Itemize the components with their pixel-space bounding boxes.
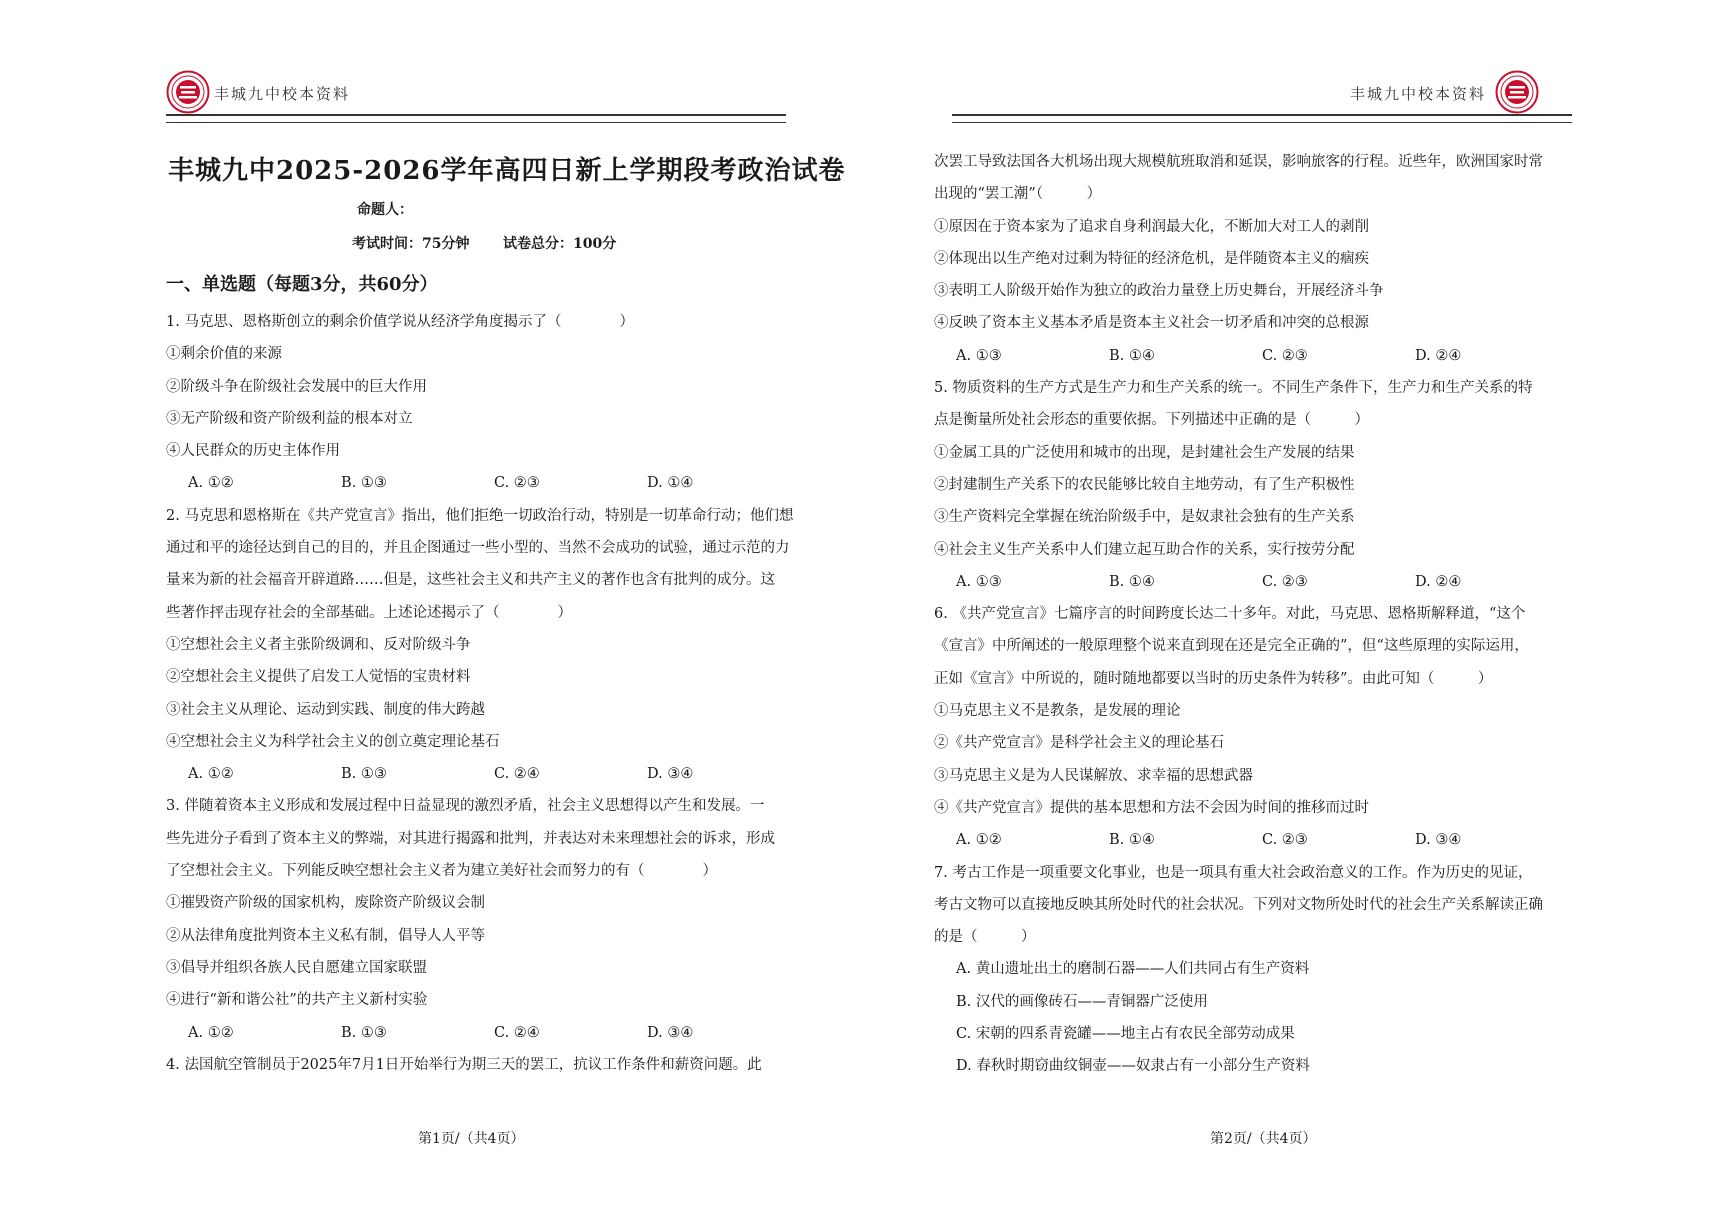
question-stem: 出现的“罢工潮”（ ） xyxy=(934,186,1102,203)
question-stem: 考古文物可以直接地反映其所处时代的社会状况。下列对文物所处时代的社会生产关系解读正确 xyxy=(934,896,1543,913)
exam-total-score: 试卷总分：100分 xyxy=(503,236,617,252)
page-number: 第2页/（共4页） xyxy=(1210,1131,1317,1147)
statement-item: ③无产阶级和资产阶级利益的根本对立 xyxy=(166,410,413,427)
option-d: D. 春秋时期窃曲纹铜壶——奴隶占有一小部分生产资料 xyxy=(956,1058,1310,1075)
question-stem: 通过和平的途径达到自己的目的，并且企图通过一些小型的、当然不会成功的试验，通过示范的力 xyxy=(166,540,790,557)
option-c: C. 宋朝的四系青瓷罐——地主占有农民全部劳动成果 xyxy=(956,1026,1295,1043)
option-c: C. ②③ xyxy=(1262,573,1308,590)
answer-options xyxy=(166,1017,826,1049)
option-a: A. ①② xyxy=(188,766,234,783)
exam-title: 丰城九中2025-2026学年高四日新上学期段考政治试卷 xyxy=(168,156,846,186)
statement-item: ④《共产党宣言》提供的基本思想和方法不会因为时间的推移而过时 xyxy=(934,799,1369,816)
option-c: C. ②③ xyxy=(1262,347,1308,364)
option-a: A. ①② xyxy=(188,1024,234,1041)
option-d: D. ②④ xyxy=(1415,347,1462,364)
option-d: D. ①④ xyxy=(647,475,694,492)
question-stem: 些著作抨击现存社会的全部基础。上述论述揭示了（ ） xyxy=(166,604,572,621)
school-seal-icon xyxy=(1495,70,1539,114)
statement-item: ②从法律角度批判资本主义私有制，倡导人人平等 xyxy=(166,927,485,944)
option-b: B. ①③ xyxy=(341,1024,387,1041)
option-d: D. ③④ xyxy=(647,766,694,783)
statement-item: ④社会主义生产关系中人们建立起互助合作的关系，实行按劳分配 xyxy=(934,541,1355,558)
statement-item: ②《共产党宣言》是科学社会主义的理论基石 xyxy=(934,735,1224,752)
page-2 xyxy=(868,0,1736,1228)
option-d: D. ③④ xyxy=(1415,832,1462,849)
option-c: C. ②③ xyxy=(1262,832,1308,849)
question-stem: 的是（ ） xyxy=(934,929,1036,946)
option-c: C. ②④ xyxy=(494,766,540,783)
statement-item: ①空想社会主义者主张阶级调和、反对阶级斗争 xyxy=(166,636,471,653)
question-stem: 正如《宣言》中所说的，随时随地都要以当时的历史条件为转移”。由此可知（ ） xyxy=(934,670,1493,687)
statement-item: ④空想社会主义为科学社会主义的创立奠定理论基石 xyxy=(166,733,500,750)
statement-item: ①金属工具的广泛使用和城市的出现，是封建社会生产发展的结果 xyxy=(934,444,1355,461)
statement-item: ②体现出以生产绝对过剩为特征的经济危机，是伴随资本主义的痼疾 xyxy=(934,250,1369,267)
statement-item: ③生产资料完全掌握在统治阶级手中，是奴隶社会独有的生产关系 xyxy=(934,509,1355,526)
question-5 xyxy=(934,372,1674,598)
statement-item: ②空想社会主义提供了启发工人觉悟的宝贵材料 xyxy=(166,669,471,686)
author-label: 命题人： xyxy=(357,202,413,218)
exam-time: 考试时间：75分钟 xyxy=(352,236,470,252)
answer-options xyxy=(166,758,826,790)
question-stem: 3. 伴随着资本主义形成和发展过程中日益显现的激烈矛盾，社会主义思想得以产生和发展。一 xyxy=(166,798,765,815)
statement-item: ①摧毁资产阶级的国家机构，废除资产阶级议会制 xyxy=(166,895,485,912)
statement-item: ①马克思主义不是教条，是发展的理论 xyxy=(934,703,1181,720)
answer-options xyxy=(934,566,1674,598)
question-7 xyxy=(934,857,1674,1083)
statement-item: ③倡导并组织各族人民自愿建立国家联盟 xyxy=(166,959,427,976)
option-d: D. ②④ xyxy=(1415,573,1462,590)
question-stem: 《宣言》中所阐述的一般原理整个说来直到现在还是完全正确的”，但“这些原理的实际运用， xyxy=(934,638,1529,655)
school-seal-icon xyxy=(166,70,210,114)
question-stem: 6. 《共产党宣言》七篇序言的时间跨度长达二十多年。对此，马克思、恩格斯解释道，“这个 xyxy=(934,606,1526,623)
option-a: A. ①③ xyxy=(956,347,1002,364)
option-b: B. ①④ xyxy=(1109,573,1155,590)
header-rule xyxy=(166,114,786,123)
question-stem: 次罢工导致法国各大机场出现大规模航班取消和延误，影响旅客的行程。近些年，欧洲国家时常 xyxy=(934,154,1543,170)
page-number: 第1页/（共4页） xyxy=(418,1131,525,1147)
option-d: D. ③④ xyxy=(647,1024,694,1041)
option-a: A. ①② xyxy=(188,475,234,492)
section-title: 一、单选题（每题3分，共60分） xyxy=(166,274,438,295)
question-1 xyxy=(166,306,826,500)
option-b: B. 汉代的画像砖石——青铜器广泛使用 xyxy=(956,993,1208,1010)
question-6 xyxy=(934,598,1674,856)
option-b: B. ①④ xyxy=(1109,347,1155,364)
option-b: B. ①③ xyxy=(341,475,387,492)
statement-item: ②阶级斗争在阶级社会发展中的巨大作用 xyxy=(166,378,427,395)
question-stem: 量来为新的社会福音开辟道路……但是，这些社会主义和共产主义的著作也含有批判的成分。这 xyxy=(166,572,775,589)
option-a: A. 黄山遗址出土的磨制石器——人们共同占有生产资料 xyxy=(956,961,1310,978)
answer-options xyxy=(934,824,1674,856)
statement-item: ③表明工人阶级开始作为独立的政治力量登上历史舞台，开展经济斗争 xyxy=(934,283,1384,300)
header-rule xyxy=(952,114,1572,123)
option-c: C. ②④ xyxy=(494,1024,540,1041)
question-4-start xyxy=(166,1049,826,1081)
question-3 xyxy=(166,790,826,1048)
questions-left xyxy=(166,306,826,1081)
statement-item: ③马克思主义是为人民谋解放、求幸福的思想武器 xyxy=(934,767,1253,784)
answer-options xyxy=(934,340,1674,372)
question-stem: 4. 法国航空管制员于2025年7月1日开始举行为期三天的罢工，抗议工作条件和薪资问题。此 xyxy=(166,1056,762,1073)
option-a: A. ①③ xyxy=(956,573,1002,590)
question-stem: 7. 考古工作是一项重要文化事业，也是一项具有重大社会政治意义的工作。作为历史的见证， xyxy=(934,864,1533,881)
question-stem: 1. 马克思、恩格斯创立的剩余价值学说从经济学角度揭示了（ ） xyxy=(166,314,634,330)
questions-right xyxy=(934,146,1674,1083)
statement-item: ④进行“新和谐公社”的共产主义新村实验 xyxy=(166,992,428,1009)
statement-item: ②封建制生产关系下的农民能够比较自主地劳动，有了生产积极性 xyxy=(934,476,1355,493)
statement-item: ①剩余价值的来源 xyxy=(166,346,282,363)
question-stem: 5. 物质资料的生产方式是生产力和生产关系的统一。不同生产条件下，生产力和生产关系的特 xyxy=(934,380,1533,397)
option-b: B. ①③ xyxy=(341,766,387,783)
question-stem: 点是衡量所处社会形态的重要依据。下列描述中正确的是（ ） xyxy=(934,412,1369,429)
statement-item: ①原因在于资本家为了追求自身利润最大化，不断加大对工人的剥削 xyxy=(934,218,1369,235)
answer-options xyxy=(166,467,826,499)
question-stem: 些先进分子看到了资本主义的弊端，对其进行揭露和批判，并表达对未来理想社会的诉求，形成 xyxy=(166,830,775,847)
option-b: B. ①④ xyxy=(1109,832,1155,849)
option-c: C. ②③ xyxy=(494,475,540,492)
school-name: 丰城九中校本资料 xyxy=(1350,85,1487,103)
statement-item: ④反映了资本主义基本矛盾是资本主义社会一切矛盾和冲突的总根源 xyxy=(934,315,1369,332)
school-name: 丰城九中校本资料 xyxy=(214,85,351,103)
option-a: A. ①② xyxy=(956,832,1002,849)
question-stem: 了空想社会主义。下列能反映空想社会主义者为建立美好社会而努力的有（ ） xyxy=(166,863,717,880)
statement-item: ④人民群众的历史主体作用 xyxy=(166,443,340,460)
question-4 xyxy=(934,146,1674,372)
question-2 xyxy=(166,500,826,791)
statement-item: ③社会主义从理论、运动到实践、制度的伟大跨越 xyxy=(166,701,485,718)
question-stem: 2. 马克思和恩格斯在《共产党宣言》指出，他们拒绝一切政治行动，特别是一切革命行动；他们想 xyxy=(166,507,794,524)
